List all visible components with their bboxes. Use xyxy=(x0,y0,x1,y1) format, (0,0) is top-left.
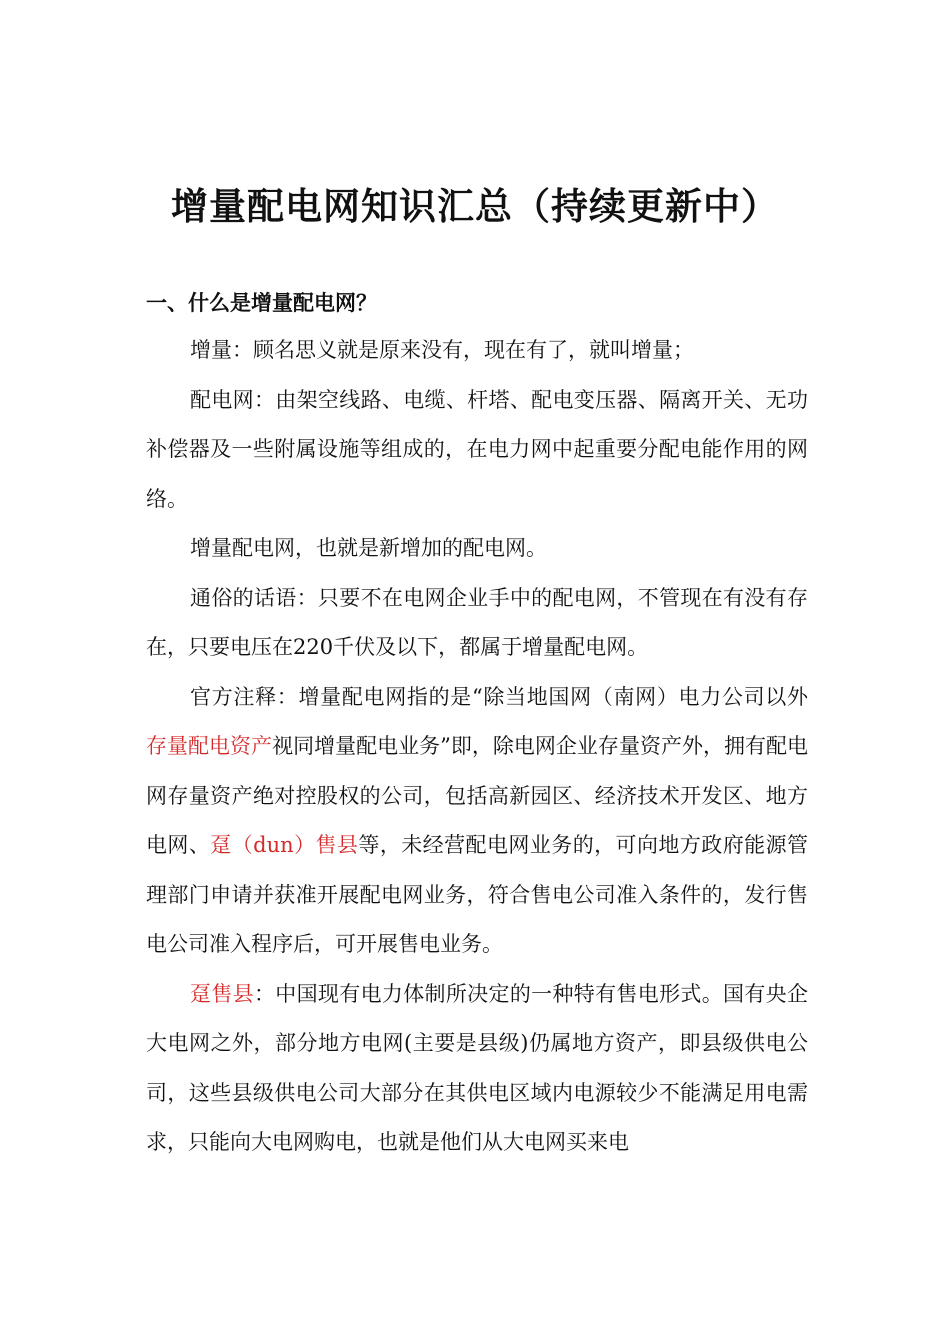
paragraph-incremental-network xyxy=(146,524,808,574)
paragraph-text: 等，未经营配电网业务的，可向地方政府能源管理部门申请并获准开展配电网业务，符合售电公司准入条件的，发行售电公司准入程序后，可开展售电业务。 xyxy=(146,833,809,956)
paragraph-wholesale-county xyxy=(146,970,808,1168)
paragraph-text: 配电网：由架空线路、电缆、杆塔、配电变压器、隔离开关、无功补偿器及一些附属设施等组成的，在电力网中起重要分配电能作用的网络。 xyxy=(146,387,808,511)
paragraph-text: 增量：顾名思义就是原来没有，现在有了，就叫增量； xyxy=(190,338,694,362)
highlighted-term: 存量配电资产 xyxy=(146,734,273,758)
paragraph-official-note xyxy=(146,673,808,970)
paragraph-text: 视同增量配电业务”即，除电网企业存量资产外，拥有配电网存量资产绝对控股权的公司，包括高新园区、经济技术开发区、地方电网、 xyxy=(146,734,809,857)
document-body xyxy=(146,326,808,1168)
paragraph-plain-explanation xyxy=(146,574,808,673)
highlighted-term: 趸售县 xyxy=(190,981,254,1006)
paragraph-increment xyxy=(146,326,808,376)
paragraph-text: 官方注释：增量配电网指的是“除当地国网（南网）电力公司以外 xyxy=(190,684,808,709)
paragraph-text: ：中国现有电力体制所决定的一种特有售电形式。国有央企大电网之外，部分地方电网(主要是县级)仍属地方资产，即县级供电公司，这些县级供电公司大部分在其供电区域内电源较少不能满足用电需求，只能向大电网购电，也就是他们从大电网买来电 xyxy=(146,981,809,1154)
page-title: 增量配电网知识汇总（持续更新中） xyxy=(171,184,779,228)
highlighted-term: 趸（dun）售县 xyxy=(210,833,359,857)
paragraph-text: 增量配电网，也就是新增加的配电网。 xyxy=(190,536,547,560)
paragraph-text: 通俗的话语：只要不在电网企业手中的配电网，不管现在有没有存在，只要电压在220千伏及以下，都属于增量配电网。 xyxy=(146,585,808,659)
paragraph-distribution-network xyxy=(146,376,808,525)
section-heading: 一、什么是增量配电网？ xyxy=(146,290,377,315)
